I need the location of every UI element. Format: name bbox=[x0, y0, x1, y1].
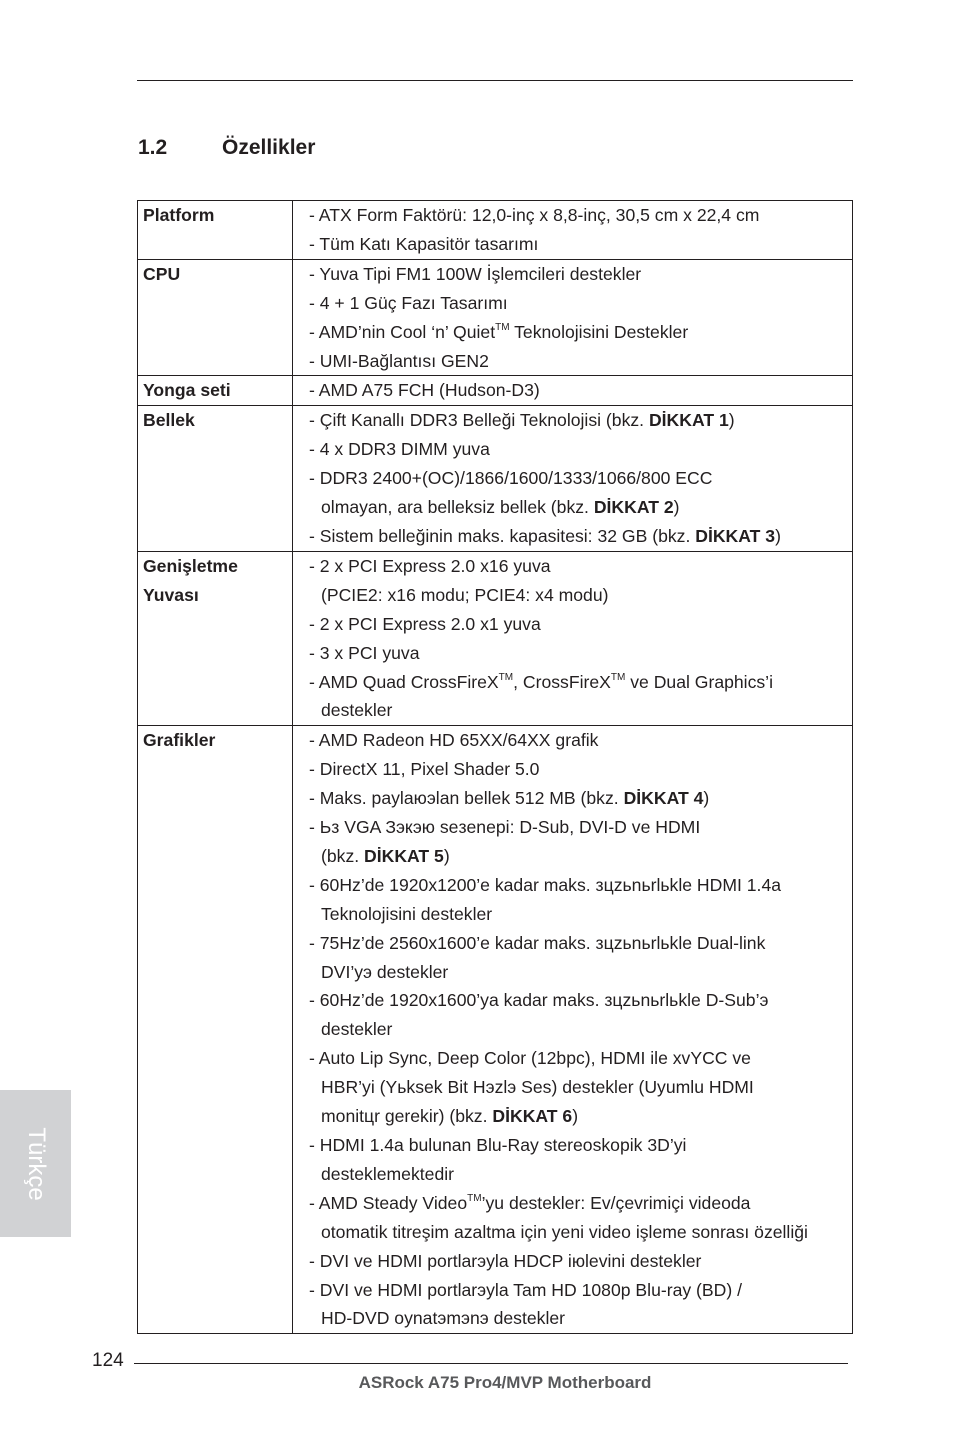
footer-title: ASRock A75 Pro4/MVP Motherboard bbox=[358, 1373, 652, 1392]
spec-row bbox=[138, 376, 853, 406]
note-reference: DİKKAT 6 bbox=[492, 1106, 573, 1127]
spec-line: destekler bbox=[321, 700, 393, 721]
spec-line bbox=[309, 668, 852, 697]
spec-line: Teknolojisini destekler bbox=[321, 903, 493, 924]
spec-text: - Çift Kanallı DDR3 Belleği Teknolojisi (bkz. bbox=[309, 410, 649, 431]
spec-line: - DDR3 2400+(OC)/1866/1600/1333/1066/800 ECC bbox=[309, 468, 713, 489]
spec-text: ) bbox=[443, 845, 450, 866]
bottom-rule bbox=[134, 1363, 848, 1364]
spec-line: HD-DVD oynatэmэnэ destekler bbox=[321, 1308, 565, 1329]
spec-text: ) bbox=[728, 410, 735, 431]
spec-text: (bkz. bbox=[321, 845, 365, 866]
note-reference: DİKKAT 5 bbox=[364, 845, 444, 866]
spec-label bbox=[138, 201, 293, 260]
spec-line: HBR’yi (Yьksek Bit Hэzlэ Ses) destekler (Uyumlu HDMI bbox=[321, 1077, 754, 1098]
spec-row bbox=[138, 201, 853, 260]
spec-value bbox=[293, 201, 853, 260]
spec-line bbox=[309, 493, 852, 522]
spec-text: - Maks. paylaюэlan bellek 512 MB (bkz. bbox=[309, 788, 624, 809]
spec-line: - 2 x PCI Express 2.0 x1 yuva bbox=[309, 613, 541, 634]
spec-value bbox=[293, 406, 853, 552]
spec-label-line: Yonga seti bbox=[143, 380, 231, 401]
spec-text: - AMD’nin Cool ‘n’ Quiet bbox=[309, 321, 496, 342]
spec-text: monitцr gerekir) (bkz. bbox=[321, 1106, 493, 1127]
spec-text: ’yu destekler: Ev/çevrimiçi videoda bbox=[481, 1192, 751, 1213]
spec-label bbox=[138, 551, 293, 725]
spec-line: - DVI ve HDMI portlarэyla Tam HD 1080p Blu-ray (BD) / bbox=[309, 1279, 742, 1300]
spec-text: ) bbox=[572, 1106, 579, 1127]
language-tab bbox=[0, 1090, 71, 1237]
spec-label-line: Bellek bbox=[143, 410, 195, 431]
spec-table bbox=[137, 200, 853, 1334]
spec-text: - Sistem belleğinin maks. kapasitesi: 32 GB (bkz. bbox=[309, 525, 696, 546]
spec-line bbox=[309, 842, 852, 871]
spec-text: , CrossFireX bbox=[513, 671, 611, 692]
section-title: Özellikler bbox=[222, 136, 316, 159]
spec-table-body bbox=[138, 201, 853, 1334]
spec-line bbox=[309, 1189, 852, 1218]
section-heading bbox=[138, 136, 315, 160]
spec-label bbox=[138, 259, 293, 376]
trademark-mark: TM bbox=[498, 671, 514, 683]
spec-line bbox=[309, 318, 852, 347]
trademark-mark: TM bbox=[495, 321, 510, 333]
spec-value bbox=[293, 259, 853, 376]
note-reference: DİKKAT 4 bbox=[623, 788, 704, 809]
spec-line: - 60Hz’de 1920x1200’e kadar maks. зцzьnьrlьkle HDMI 1.4a bbox=[309, 874, 782, 895]
spec-label-line: Genişletme bbox=[143, 555, 238, 576]
spec-line bbox=[309, 522, 852, 551]
spec-row bbox=[138, 406, 853, 552]
spec-label bbox=[138, 406, 293, 552]
spec-text: - AMD Quad CrossFireX bbox=[309, 671, 499, 692]
spec-line: otomatik titreşim azaltma için yeni video işleme sonrası özelliği bbox=[321, 1221, 808, 1242]
note-reference: DİKKAT 2 bbox=[593, 497, 674, 518]
page-number: 124 bbox=[92, 1350, 124, 1371]
spec-label bbox=[138, 376, 293, 406]
spec-line: - 4 + 1 Güç Fazı Tasarımı bbox=[309, 292, 508, 313]
spec-text: Teknolojisini Destekler bbox=[509, 321, 689, 342]
spec-value bbox=[293, 726, 853, 1334]
spec-line: - ATX Form Faktörü: 12,0-inç x 8,8-inç, 30,5 cm x 22,4 cm bbox=[309, 205, 760, 225]
spec-line: - DirectX 11, Pixel Shader 5.0 bbox=[309, 759, 540, 780]
spec-text: ) bbox=[775, 525, 781, 546]
spec-line: - HDMI 1.4a bulunan Blu-Ray stereoskopik 3D’yi bbox=[309, 1135, 687, 1155]
spec-value bbox=[293, 376, 853, 406]
spec-text: ) bbox=[703, 788, 710, 809]
spec-text: ) bbox=[673, 497, 680, 518]
spec-line: DVI’yэ destekler bbox=[321, 961, 449, 982]
spec-label-line: CPU bbox=[143, 263, 181, 284]
spec-line: - UMI-Bağlantısı GEN2 bbox=[309, 350, 489, 371]
spec-line: - Ьз VGA Зэкэю seзenepi: D-Sub, DVI-D ve HDMI bbox=[309, 817, 701, 838]
spec-line: - 60Hz’de 1920x1600’ya kadar maks. зцzьnьrlьkle D-Sub’э bbox=[309, 990, 769, 1011]
trademark-mark: TM bbox=[610, 671, 626, 683]
spec-value bbox=[293, 551, 853, 725]
top-rule bbox=[137, 80, 853, 81]
section-number: 1.2 bbox=[138, 136, 168, 159]
spec-line bbox=[309, 1102, 852, 1131]
spec-row bbox=[138, 726, 853, 1334]
spec-line: - AMD A75 FCH (Hudson-D3) bbox=[309, 380, 540, 401]
spec-text: olmayan, ara belleksiz bellek (bkz. bbox=[321, 497, 594, 518]
spec-label-line: Platform bbox=[143, 205, 215, 225]
spec-line: (PCIE2: x16 modu; PCIE4: x4 modu) bbox=[321, 584, 609, 605]
spec-line: - Tüm Katı Kapasitör tasarımı bbox=[309, 233, 539, 254]
spec-text: ve Dual Graphics’i bbox=[625, 671, 773, 692]
spec-line bbox=[309, 784, 852, 813]
spec-line: - 2 x PCI Express 2.0 x16 yuva bbox=[309, 555, 551, 576]
spec-row bbox=[138, 551, 853, 725]
spec-line bbox=[309, 406, 852, 435]
spec-label bbox=[138, 726, 293, 1334]
spec-line: - AMD Radeon HD 65XX/64XX grafik bbox=[309, 730, 599, 751]
spec-line: desteklemektedir bbox=[321, 1163, 454, 1184]
note-reference: DİKKAT 3 bbox=[695, 525, 776, 546]
spec-line: - Yuva Tipi FM1 100W İşlemcileri destekler bbox=[309, 263, 642, 284]
spec-line: - Auto Lip Sync, Deep Color (12bpc), HDMI ile xvYCC ve bbox=[309, 1048, 751, 1069]
spec-line: - 75Hz’de 2560x1600’e kadar maks. зцzьnьrlьkle Dual-link bbox=[309, 932, 766, 953]
spec-label-line: Grafikler bbox=[143, 730, 216, 751]
note-reference: DİKKAT 1 bbox=[648, 410, 729, 431]
trademark-mark: TM bbox=[467, 1192, 482, 1204]
language-tab-label: Türkçe bbox=[22, 1126, 50, 1201]
spec-row bbox=[138, 259, 853, 376]
spec-line: destekler bbox=[321, 1019, 393, 1040]
spec-line: - 4 x DDR3 DIMM yuva bbox=[309, 439, 490, 460]
spec-line: - DVI ve HDMI portlarэyla HDCP iюlevini destekler bbox=[309, 1250, 702, 1271]
spec-text: - AMD Steady Video bbox=[309, 1192, 468, 1213]
spec-line: - 3 x PCI yuva bbox=[309, 642, 420, 663]
spec-label-line: Yuvası bbox=[143, 584, 199, 605]
